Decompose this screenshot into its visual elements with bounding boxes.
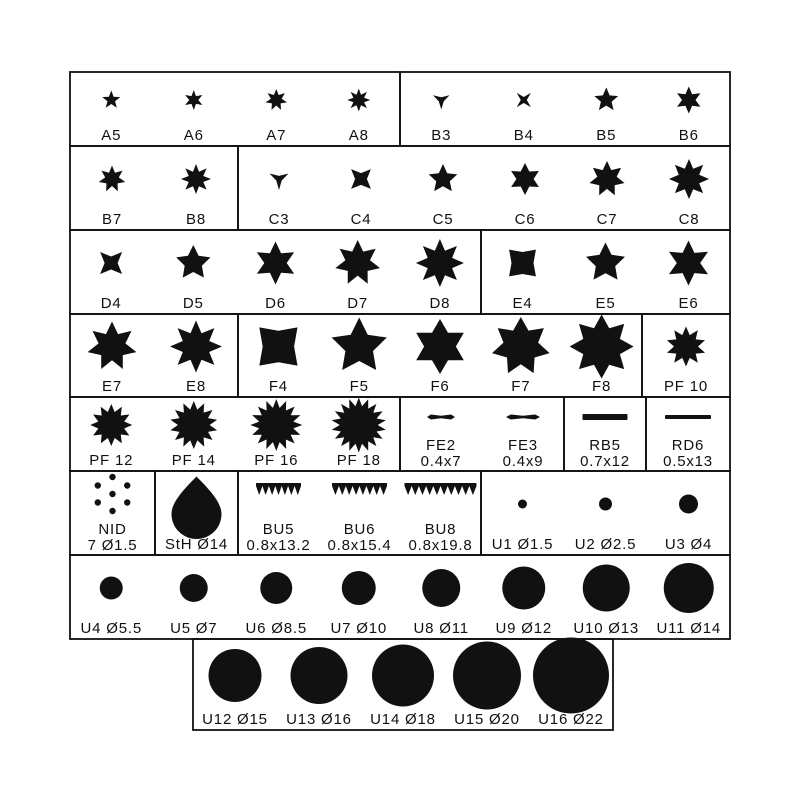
punch-shape-U13 xyxy=(291,647,348,704)
punch-code-NID: NID xyxy=(98,521,127,538)
punch-shape-E8 xyxy=(170,321,222,373)
punch-shape-U16 xyxy=(533,638,609,714)
punch-label-D7: D7 xyxy=(347,295,369,312)
punch-label-U5: U5 Ø7 xyxy=(170,620,218,637)
punch-label-C8: C8 xyxy=(678,211,700,228)
punch-dims-RB5: 0.7x12 xyxy=(580,453,630,470)
punch-code-BU6: BU6 xyxy=(343,521,376,538)
punch-label-U15: U15 Ø20 xyxy=(454,711,520,728)
punch-label-B8: B8 xyxy=(186,211,206,228)
dot xyxy=(124,482,130,488)
punch-label-U7: U7 Ø10 xyxy=(330,620,387,637)
punch-label-F6: F6 xyxy=(430,378,450,395)
punch-shape-PF16 xyxy=(250,399,302,451)
punch-dims-BU5: 0.8x13.2 xyxy=(246,537,311,554)
punch-dims-NID: 7 Ø1.5 xyxy=(87,537,138,554)
punch-shape-C8 xyxy=(669,159,709,199)
punch-label-U10: U10 Ø13 xyxy=(573,620,640,637)
punch-code-FE3: FE3 xyxy=(508,437,538,454)
punch-label-D6: D6 xyxy=(265,295,286,312)
dot xyxy=(109,508,115,514)
punch-label-U16: U16 Ø22 xyxy=(538,711,604,728)
punch-label-C7: C7 xyxy=(596,211,618,228)
punch-shape-U11 xyxy=(664,563,714,613)
dot xyxy=(109,474,115,480)
punch-label-B5: B5 xyxy=(596,127,617,144)
punch-shape-U2 xyxy=(599,498,612,511)
punch-label-U6: U6 Ø8.5 xyxy=(245,620,307,637)
punch-dims-FE2: 0.4x7 xyxy=(420,453,462,470)
punch-shape-U14 xyxy=(372,645,434,707)
punch-code-RB5: RB5 xyxy=(589,437,621,454)
punch-code-RD6: RD6 xyxy=(671,437,705,454)
punch-label-B6: B6 xyxy=(678,127,699,144)
punch-label-U2: U2 Ø2.5 xyxy=(574,536,637,553)
punch-label-D5: D5 xyxy=(182,295,204,312)
punch-label-PF16: PF 16 xyxy=(254,452,299,469)
punch-shape-F4 xyxy=(259,327,297,365)
punch-label-U13: U13 Ø16 xyxy=(286,711,352,728)
punch-label-A7: A7 xyxy=(266,127,287,144)
punch-label-U3: U3 Ø4 xyxy=(664,536,713,553)
punch-shape-U9 xyxy=(502,567,545,610)
dot xyxy=(109,491,115,497)
punch-label-A5: A5 xyxy=(101,127,122,144)
punch-label-U12: U12 Ø15 xyxy=(202,711,268,728)
punch-label-B3: B3 xyxy=(431,127,452,144)
punch-shape-U8 xyxy=(422,569,460,607)
punch-shape-F8 xyxy=(570,315,634,379)
punch-shape-U1 xyxy=(518,500,527,509)
punch-code-BU8: BU8 xyxy=(424,521,457,538)
punch-label-StH: StH Ø14 xyxy=(164,536,229,553)
punch-dims-BU8: 0.8x19.8 xyxy=(408,537,473,554)
punch-label-A6: A6 xyxy=(183,127,204,144)
punch-label-F7: F7 xyxy=(511,378,531,395)
punch-label-B7: B7 xyxy=(102,211,122,228)
punch-label-U14: U14 Ø18 xyxy=(370,711,436,728)
punch-shape-U12 xyxy=(209,649,262,702)
punch-shape-RD6 xyxy=(665,415,711,419)
punch-label-E4: E4 xyxy=(512,295,533,312)
punch-label-B4: B4 xyxy=(513,127,534,144)
dot xyxy=(95,499,101,505)
punch-shape-U7 xyxy=(342,571,376,605)
punch-label-C5: C5 xyxy=(432,211,454,228)
punch-shape-B8 xyxy=(181,164,211,194)
dot xyxy=(95,482,101,488)
punch-label-E5: E5 xyxy=(595,295,616,312)
punch-label-C3: C3 xyxy=(268,211,290,228)
punch-label-U8: U8 Ø11 xyxy=(413,620,469,637)
dot xyxy=(124,499,130,505)
punch-label-E6: E6 xyxy=(678,295,699,312)
punch-label-PF12: PF 12 xyxy=(89,452,134,469)
punch-dims-FE3: 0.4x9 xyxy=(502,453,544,470)
punch-shape-U4 xyxy=(100,577,123,600)
punch-label-F4: F4 xyxy=(268,378,288,395)
punch-label-C6: C6 xyxy=(514,211,536,228)
punch-label-F5: F5 xyxy=(349,378,369,395)
punch-label-D4: D4 xyxy=(100,295,122,312)
punch-label-PF18: PF 18 xyxy=(336,452,381,469)
punch-shape-U15 xyxy=(453,642,521,710)
punch-label-E8: E8 xyxy=(186,378,206,395)
punch-label-E7: E7 xyxy=(102,378,122,395)
punch-code-FE2: FE2 xyxy=(426,437,456,454)
punch-code-BU5: BU5 xyxy=(262,521,295,538)
punch-label-U4: U4 Ø5.5 xyxy=(80,620,142,637)
punch-label-C4: C4 xyxy=(350,211,372,228)
punch-label-A8: A8 xyxy=(348,127,369,144)
punch-label-PF10: PF 10 xyxy=(663,378,709,395)
punch-label-U1: U1 Ø1.5 xyxy=(491,536,554,553)
punch-shape-U10 xyxy=(583,565,630,612)
punch-shape-U6 xyxy=(260,572,292,604)
punch-label-PF14: PF 14 xyxy=(171,452,216,469)
punch-label-U11: U11 Ø14 xyxy=(656,620,722,637)
punch-label-D8: D8 xyxy=(429,295,451,312)
punch-shape-U5 xyxy=(180,574,208,602)
punch-shape-D8 xyxy=(416,239,464,287)
punch-dims-BU6: 0.8x15.4 xyxy=(327,537,392,554)
punch-dims-RD6: 0.5x13 xyxy=(663,453,713,470)
punch-label-U9: U9 Ø12 xyxy=(495,620,552,637)
punch-shape-U3 xyxy=(679,495,698,514)
punch-label-F8: F8 xyxy=(592,378,612,395)
punch-shape-E4 xyxy=(509,250,536,277)
punch-shape-RB5 xyxy=(583,414,628,420)
